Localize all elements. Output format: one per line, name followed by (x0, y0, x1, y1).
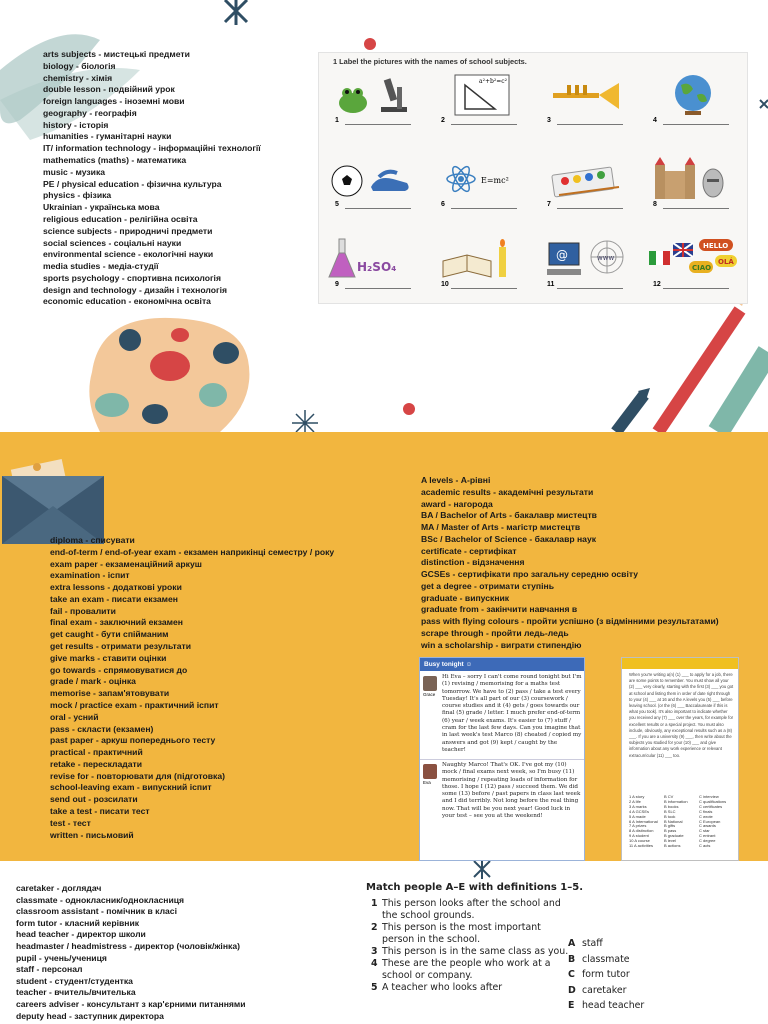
globe-icon (645, 73, 741, 117)
matching-exercise (366, 882, 756, 1011)
option-item (568, 952, 644, 968)
ciao-label: CIAO (692, 264, 712, 272)
option-text: caretaker (581, 984, 627, 996)
list-item: science subjects - природничі предмети (43, 225, 213, 236)
answer-line[interactable] (663, 208, 729, 209)
list-item: foreign languages - іноземні мови (43, 96, 185, 107)
paint-set-icon (539, 157, 635, 201)
list-item: A levels - А-рівні (421, 475, 491, 485)
item-number: 3 (547, 117, 551, 124)
list-item: graduate - випускник (421, 592, 510, 603)
list-item: geography - географія (43, 107, 137, 118)
list-item: go towards - спрямовуватися до (50, 664, 188, 675)
answer-option: C wrote (699, 813, 713, 819)
worksheet-item (535, 71, 639, 131)
avatar (423, 764, 437, 779)
list-item: examination - іспит (50, 570, 130, 581)
exam-vocabulary-list (50, 535, 334, 841)
item-number: 5 (335, 201, 339, 208)
list-item: final exam - заключний екзамен (50, 617, 183, 628)
castle-knight-icon (645, 157, 741, 201)
answer-line[interactable] (451, 124, 517, 125)
list-item: chemistry - хімія (43, 72, 113, 83)
option-text: classmate (581, 953, 630, 965)
item-number: 9 (335, 281, 339, 288)
answer-option: 7 A prizes (629, 823, 647, 829)
definition-number: 1 (371, 898, 378, 909)
list-item: deputy head - заступник директора (16, 1010, 164, 1021)
people-options (568, 936, 644, 1014)
flags-languages-icon (645, 237, 741, 281)
worksheet-header (622, 658, 738, 669)
answer-option: B took (664, 813, 676, 819)
definition-item (371, 946, 571, 958)
maths-triangle-icon (433, 73, 529, 117)
list-item: BA / Bachelor of Arts - бакалавр мистецтв (421, 510, 597, 521)
answer-line[interactable] (557, 124, 623, 125)
option-letter: D (568, 984, 576, 996)
worksheet-item (641, 71, 745, 131)
list-item: retake - перескладати (50, 758, 142, 769)
list-item: fail - провалити (50, 605, 116, 616)
item-number: 8 (653, 201, 657, 208)
list-item: headmaster / headmistress - директор (чоловік/жінка) (16, 940, 240, 951)
list-item: sports psychology - спортивна психологія (43, 272, 221, 283)
item-number: 10 (441, 281, 449, 288)
answer-option: C star (699, 828, 710, 834)
list-item: send out - розсилати (50, 794, 138, 805)
trumpet-icon (539, 73, 635, 117)
list-item: biology - біологія (43, 60, 116, 71)
answer-option: 10 A course (629, 838, 650, 844)
answer-option: 4 A GCSEs (629, 808, 650, 814)
definition-item (371, 898, 571, 922)
option-letter: A (568, 938, 576, 949)
option-item (568, 936, 644, 952)
list-item: memorise - запам'ятовувати (50, 688, 170, 699)
list-item: careers adviser - консультант з кар'єрними питаннями (16, 998, 246, 1009)
exam-worksheet (621, 657, 739, 861)
list-item: caretaker - доглядач (16, 883, 102, 893)
svg-text:a²+b²=c²: a²+b²=c² (479, 78, 508, 85)
list-item: pass with flying colours - пройти успішно (з відмінними результатами) (421, 616, 719, 626)
answer-line[interactable] (345, 288, 411, 289)
answer-option: C European (699, 818, 721, 824)
answer-option: 2 A life (629, 798, 641, 804)
option-text: head teacher (581, 1000, 645, 1011)
cloze-text: When you're writing a(n) (1) ___ to apply for a job, there are some points to remember. You must show all your (2) ___ very clearly, starting with the first (3) ___ you got at school and listing them in order of date right through to your (4) ___ at 16 and the A levels you (5) ___ before leaving school. (or the (6) ___ Baccalaureate if this is what you took). It's also important to indicate whether you received any (7) ___ over the years, for example for excellent results or a special project. You must also include, obviously, any exceptional results such as a (8) ___. If you are a university (9) ___, then write about the subjects you studied for your (10) ___ and give information about any work experience or relevant extracurricular (11) ___ too. (629, 672, 734, 758)
answer-options (629, 795, 734, 849)
worksheet-item (641, 235, 745, 295)
answer-option: B pass (664, 828, 677, 834)
hello-label: HELLO (703, 242, 729, 250)
list-item: diploma - списувати (50, 535, 135, 545)
svg-text:@: @ (556, 248, 568, 262)
list-item: history - історія (43, 119, 109, 130)
worksheet-item (323, 235, 427, 295)
answer-option: B information (664, 798, 688, 804)
list-item: IT/ information technology - інформаційні технології (43, 143, 261, 154)
list-item: environmental science - екологічні науки (43, 249, 214, 260)
worksheet-item (429, 71, 533, 131)
answer-option: B SLC (664, 808, 676, 814)
answer-line[interactable] (663, 124, 729, 125)
definition-text: This person is the most important person in the school. (382, 922, 541, 945)
answer-line[interactable] (451, 288, 517, 289)
option-letter: E (568, 1000, 575, 1011)
definition-number: 5 (371, 982, 378, 993)
answer-option: C awards (699, 823, 716, 829)
definition-text: This person is in the same class as you. (382, 946, 569, 957)
item-number: 4 (653, 117, 657, 124)
definition-item (371, 958, 571, 982)
worksheet-item (641, 155, 745, 215)
www-label: www (597, 254, 615, 262)
list-item: media studies - медіа-студії (43, 261, 159, 272)
answer-option: B books (664, 803, 679, 809)
list-item: oral - усний (50, 711, 99, 722)
list-item: social sciences - соціальні науки (43, 237, 182, 248)
option-text: staff (581, 938, 603, 949)
option-item (568, 983, 644, 999)
list-item: form tutor - класний керівник (16, 917, 140, 928)
formula-label: E=mc² (481, 176, 509, 185)
exercise-title: Match people A–E with definitions 1–5. (366, 882, 584, 893)
list-item: music - музика (43, 166, 106, 177)
answer-option: 11 A activities (629, 843, 653, 849)
list-item: academic results - академічні результати (421, 486, 594, 497)
list-item: take a test - писати тест (50, 805, 150, 816)
definition-number: 4 (371, 958, 378, 969)
definition-number: 3 (371, 946, 378, 957)
worksheet-item (323, 71, 427, 131)
list-item: end-of-term / end-of-year exam - екзамен наприкінці семестру / року (50, 546, 335, 557)
chat-window (419, 657, 585, 861)
list-item: give marks - ставити оцінки (50, 652, 167, 663)
list-item: humanities - гуманітарні науки (43, 131, 172, 142)
list-item: religious education - релігійна освіта (43, 213, 198, 224)
answer-option: C qualifications (699, 798, 727, 804)
worksheet-item (323, 155, 427, 215)
list-item: award - нагорода (421, 498, 493, 509)
answer-option: 5 A made (629, 813, 646, 819)
option-text: form tutor (581, 969, 630, 980)
list-item: PE / physical education - фізична культура (43, 178, 222, 189)
book-candle-icon (433, 237, 529, 281)
list-item: mathematics (maths) - математика (43, 155, 187, 166)
option-letter: B (568, 953, 576, 965)
list-item: staff - персонал (16, 964, 83, 975)
chat-username: Eva (423, 780, 431, 785)
list-item: mock / practice exam - практичний іспит (50, 699, 219, 710)
list-item: win a scholarship - виграти стипендію (421, 639, 582, 650)
list-item: MA / Master of Arts - магістр мистецтв (421, 522, 581, 532)
worksheet-item (535, 155, 639, 215)
chemistry-flask-icon (327, 237, 423, 281)
list-item: school-leaving exam - випускний іспит (50, 782, 212, 793)
h2so4-label: H₂SO₄ (357, 260, 397, 274)
item-number: 7 (547, 201, 551, 208)
answer-option: 8 A distinction (629, 828, 654, 834)
answer-option: C acts (699, 843, 711, 849)
football-trainers-icon (327, 157, 423, 201)
answer-option: B actions (664, 843, 681, 849)
list-item: certificate - сертифікат (421, 545, 517, 556)
answer-line[interactable] (557, 288, 623, 289)
list-item: classroom assistant - помічник в класі (16, 906, 177, 917)
divider (420, 759, 584, 760)
definition-text: A teacher who looks after (382, 982, 503, 993)
list-item: get caught - бути спійманим (50, 629, 169, 640)
list-item: scrape through - пройти ледь-ледь (421, 627, 569, 638)
answer-option: 3 A marks (629, 803, 647, 809)
item-number: 11 (547, 281, 555, 288)
answer-option: 1 A story (629, 794, 645, 799)
answer-option: C certificates (699, 803, 723, 809)
list-item: economic education - економічна освіта (43, 296, 211, 307)
list-item: test - тест (50, 817, 91, 828)
option-item (568, 967, 644, 983)
list-item: revise for - повторювати для (підготовка) (50, 770, 225, 781)
item-number: 12 (653, 281, 661, 288)
list-item: student - студент/студентка (16, 975, 133, 986)
answer-line[interactable] (663, 288, 729, 289)
answer-line[interactable] (345, 208, 411, 209)
answer-line[interactable] (345, 124, 411, 125)
list-item: physics - фізика (43, 190, 112, 201)
answer-option: 9 A student (629, 833, 649, 839)
list-item: Ukrainian - українська мова (43, 202, 160, 213)
answer-option: C entrant (699, 833, 716, 839)
definition-number: 2 (371, 922, 378, 933)
list-item: head teacher - директор школи (16, 929, 146, 940)
chat-username: Grace (423, 692, 436, 697)
list-item: pupil - учень/учениця (16, 952, 107, 963)
ola-label: OLÁ (718, 258, 734, 266)
label-pictures-worksheet (318, 52, 748, 304)
definition-text: This person looks after the school and the school grounds. (382, 898, 561, 921)
answer-option: B gifts (664, 823, 676, 829)
qualifications-vocabulary-list (421, 475, 719, 651)
list-item: get a degree - отримати ступінь (421, 580, 554, 591)
worksheet-item (535, 235, 639, 295)
list-item: graduate from - закінчити навчання в (421, 604, 578, 615)
definition-item (371, 922, 571, 946)
definition-item (371, 982, 571, 994)
definition-text: These are the people who work at a school or company. (382, 958, 551, 981)
answer-option: C interview (699, 794, 719, 799)
item-number: 1 (335, 117, 339, 124)
list-item: GCSEs - сертифікати про загальну середню освіту (421, 569, 639, 579)
item-number: 6 (441, 201, 445, 208)
list-item: pass - скласти (екзамен) (50, 723, 154, 734)
list-item: BSc / Bachelor of Science - бакалавр наук (421, 533, 597, 544)
list-item: design and technology - дизайн і технологія (43, 284, 227, 295)
list-item: classmate - однокласник/однокласниця (16, 894, 185, 905)
list-item: arts subjects - мистецькі предмети (43, 49, 190, 59)
atom-icon (433, 157, 529, 201)
avatar (423, 676, 437, 691)
answer-option: B CV (664, 794, 674, 799)
answer-line[interactable] (451, 208, 517, 209)
option-item (568, 998, 644, 1014)
computer-web-icon (539, 237, 635, 281)
list-item: written - письмовий (50, 829, 134, 840)
chat-title: Busy tonight ☺ (420, 658, 584, 671)
worksheet-item (429, 235, 533, 295)
list-item: get results - отримати результати (50, 641, 191, 652)
list-item: extra lessons - додаткові уроки (50, 582, 182, 593)
list-item: grade / mark - оцінка (50, 676, 136, 687)
list-item: distinction - відзначення (421, 557, 525, 568)
answer-line[interactable] (557, 208, 623, 209)
answer-option: B National (664, 818, 683, 824)
chat-message: Hi Eva – sorry I can't come round tonight but I'm (1) revising / memorising for a maths test tomorrow. We have to (2) pass / take a test every Tuesday! It's all part of our (3) coursework / course studies and it (4) gets / goes towards our final (5) grade / letter. I much prefer end-of-term (6) year / week exams. It's easier to (7) stuff / cram for the last few days. Can you imagine that in last week's test Marco (8) cheated / copied my answers and got (9) kept / caught by the teacher! (442, 674, 582, 753)
worksheet-title: 1 Label the pictures with the names of school subjects. (333, 57, 527, 66)
list-item: exam paper - екзаменаційний аркуш (50, 558, 202, 569)
subjects-vocabulary-list (43, 49, 261, 308)
answer-option: C degree (699, 838, 716, 844)
list-item: practical - практичний (50, 747, 143, 758)
answer-option: C finals (699, 808, 713, 814)
answer-option: B graduate (664, 833, 684, 839)
answer-option: 6 A International (629, 818, 658, 824)
list-item: teacher - вчитель/вчителька (16, 987, 136, 998)
school-people-vocabulary-list (16, 883, 246, 1022)
worksheet-item (429, 155, 533, 215)
list-item: past paper - аркуш попереднього тесту (50, 735, 216, 746)
list-item: take an exam - писати екзамен (50, 593, 178, 604)
school-subjects-section (0, 0, 768, 432)
frog-microscope-icon (327, 73, 423, 117)
item-number: 2 (441, 117, 445, 124)
answer-option: B level (664, 838, 677, 844)
option-letter: C (568, 969, 575, 980)
list-item: double lesson - подвійний урок (43, 84, 175, 95)
chat-message: Naughty Marco! That's OK. I've got my (10) mock / final exams next week, so I'm busy (11) memorising / repeating loads of information for those. I hope I (12) pass / succeed them. We did some (13) before / past papers in class last week and I did terribly. Not long before the real thing now. That will be you next year! Good luck in your test – see you at the weekend! (442, 762, 581, 820)
